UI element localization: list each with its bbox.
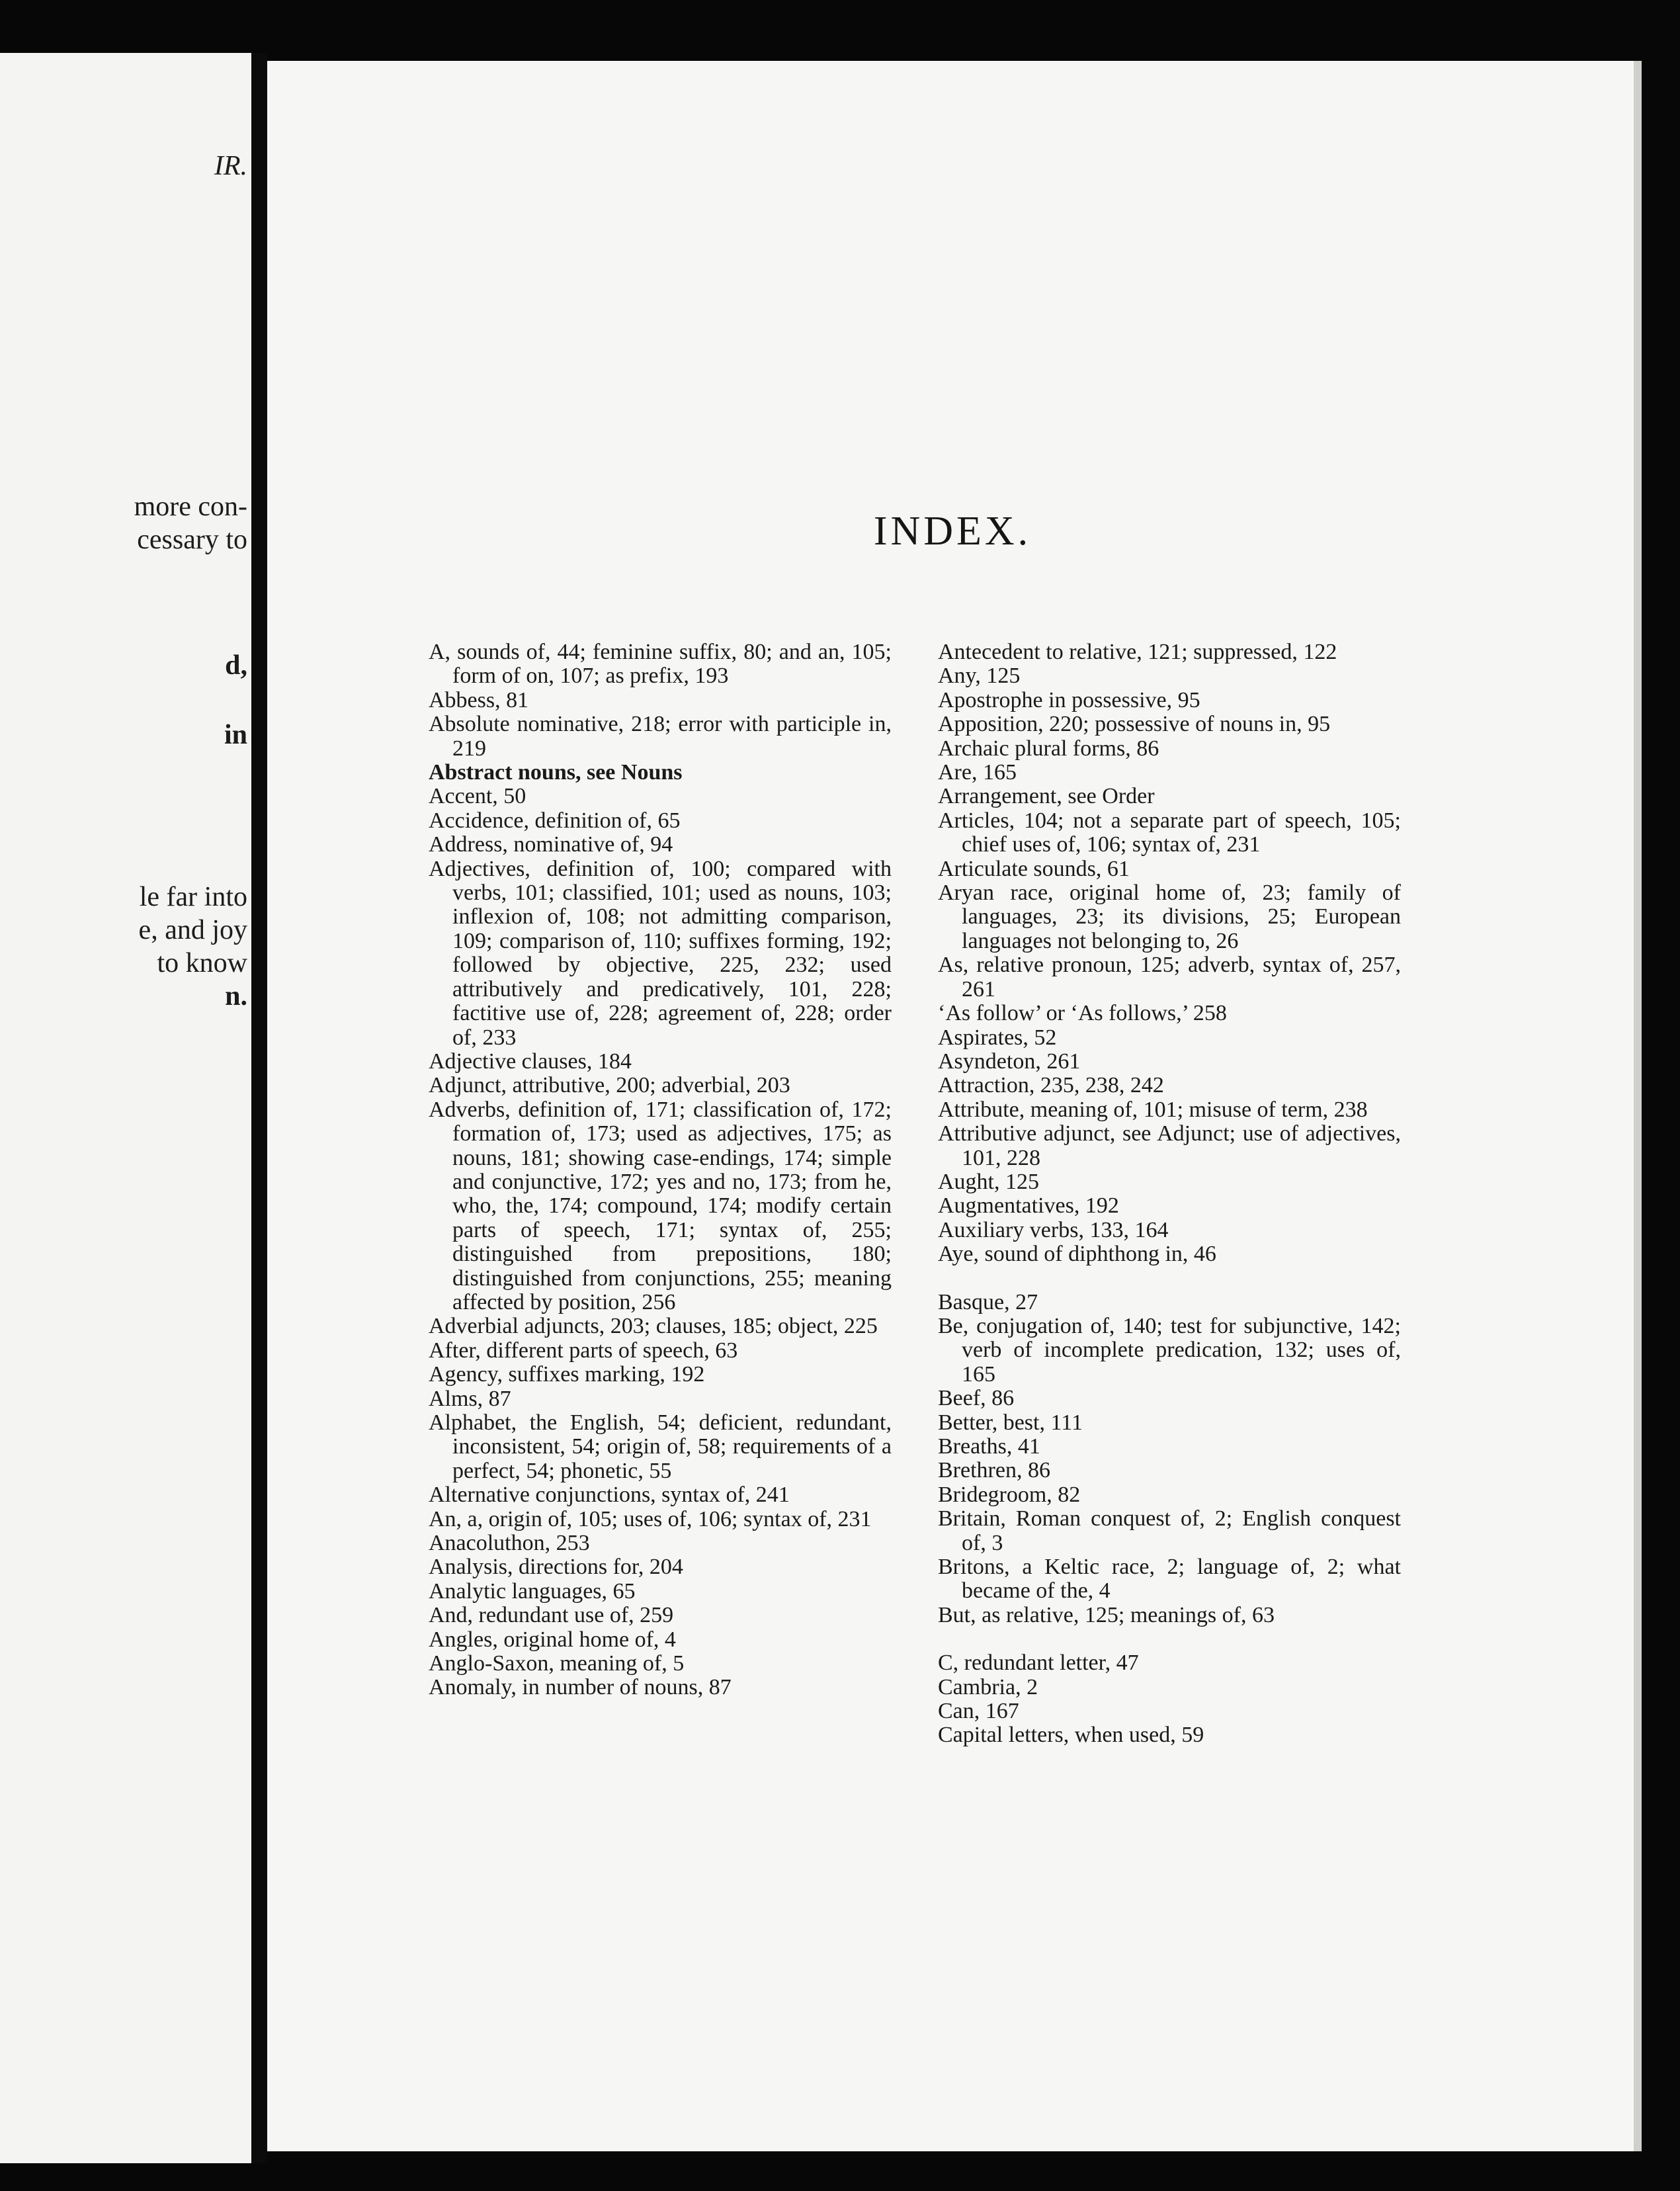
index-entry: Alternative conjunctions, syntax of, 241 xyxy=(429,1482,790,1508)
index-entry: Analysis, directions for, 204 xyxy=(429,1555,683,1580)
index-entry: Aught, 125 xyxy=(938,1169,1039,1194)
index-entry: Arrangement, see Order xyxy=(938,784,1155,809)
index-entry: Are, 165 xyxy=(938,760,1017,785)
left-page-fragment: more con- xyxy=(134,492,247,522)
facing-page-left xyxy=(0,53,251,2163)
index-entry: Adjective clauses, 184 xyxy=(429,1049,632,1074)
index-entry: Adverbial adjuncts, 203; clauses, 185; object, 225 xyxy=(429,1314,878,1339)
index-entry: Accidence, definition of, 65 xyxy=(429,808,681,833)
index-column-right xyxy=(938,640,1401,1748)
index-entry: Abstract nouns, see Nouns xyxy=(429,760,683,785)
index-entry: Auxiliary verbs, 133, 164 xyxy=(938,1217,1169,1242)
index-entry: After, different parts of speech, 63 xyxy=(429,1338,738,1363)
page-edge xyxy=(1634,61,1642,2151)
index-entry: Can, 167 xyxy=(938,1699,1019,1724)
left-page-fragment: in xyxy=(224,720,247,750)
index-entry: Better, best, 111 xyxy=(938,1410,1083,1435)
index-entry: Breaths, 41 xyxy=(938,1434,1040,1459)
index-entry: Archaic plural forms, 86 xyxy=(938,736,1159,761)
index-entry: Asyndeton, 261 xyxy=(938,1049,1081,1074)
index-entry: Brethren, 86 xyxy=(938,1458,1050,1483)
index-entry: ‘As follow’ or ‘As follows,’ 258 xyxy=(938,1001,1227,1026)
index-entry: An, a, origin of, 105; uses of, 106; syntax of, 231 xyxy=(429,1506,872,1531)
index-page xyxy=(267,61,1634,2151)
index-entry: Adverbs, definition of, 171; classification of, 172; formation of, 173; used as adjectives, 175; as nouns, 181; showing case-endings, 174; simple and conjunctive, 172; yes and no, 173; from he, who, the, 174; compound, 174; modify certain parts of speech, 171; syntax of, 255; distinguished from prepositions, 180; distinguished from conjunctions, 255; meaning affected by position, 256 xyxy=(429,1097,892,1314)
index-column-left xyxy=(429,640,892,1700)
index-entry: Agency, suffixes marking, 192 xyxy=(429,1362,705,1387)
index-entry: Britons, a Keltic race, 2; language of, 2; what became of the, 4 xyxy=(938,1555,1401,1604)
index-entry: C, redundant letter, 47 xyxy=(938,1651,1139,1676)
index-entry: Articles, 104; not a separate part of speech, 105; chief uses of, 106; syntax of, 231 xyxy=(938,808,1401,857)
left-page-fragment: to know xyxy=(157,948,247,978)
index-entry: Alphabet, the English, 54; deficient, redundant, inconsistent, 54; origin of, 58; requirements of a perfect, 54; phonetic, 55 xyxy=(429,1410,892,1483)
left-page-fragment: cessary to xyxy=(137,525,247,555)
index-entry: Absolute nominative, 218; error with participle in, 219 xyxy=(429,712,892,761)
index-entry: Attraction, 235, 238, 242 xyxy=(938,1073,1164,1098)
index-entry: Aye, sound of diphthong in, 46 xyxy=(938,1242,1216,1267)
index-entry: Augmentatives, 192 xyxy=(938,1193,1119,1219)
index-entry: Anacoluthon, 253 xyxy=(429,1531,590,1556)
index-entry: Angles, original home of, 4 xyxy=(429,1627,676,1652)
index-entry: Adjectives, definition of, 100; compared with verbs, 101; classified, 101; used as nouns, 103; inflexion of, 108; not admitting comparison, 109; comparison of, 110; suffixes forming, 192; followed by objective, 225, 232; used attributively and predicatively, 101, 228; factitive use of, 228; agreement of, 228; order of, 233 xyxy=(429,856,892,1050)
index-entry: Cambria, 2 xyxy=(938,1674,1038,1699)
index-entry: A, sounds of, 44; feminine suffix, 80; and an, 105; form of on, 107; as prefix, 193 xyxy=(429,640,892,689)
index-entry: As, relative pronoun, 125; adverb, syntax of, 257, 261 xyxy=(938,953,1401,1002)
index-entry: Antecedent to relative, 121; suppressed, 122 xyxy=(938,640,1337,664)
index-entry: Capital letters, when used, 59 xyxy=(938,1723,1204,1748)
index-entry: Apposition, 220; possessive of nouns in, 95 xyxy=(938,712,1331,737)
index-entry: Address, nominative of, 94 xyxy=(429,832,673,857)
index-entry: Beef, 86 xyxy=(938,1386,1015,1411)
page-title: INDEX. xyxy=(873,509,1032,554)
index-entry: Anomaly, in number of nouns, 87 xyxy=(429,1675,732,1700)
index-entry: Anglo-Saxon, meaning of, 5 xyxy=(429,1651,685,1676)
left-page-fragment: e, and joy xyxy=(138,915,247,945)
index-entry: Analytic languages, 65 xyxy=(429,1578,636,1604)
index-entry: Adjunct, attributive, 200; adverbial, 203 xyxy=(429,1073,790,1098)
index-entry: Any, 125 xyxy=(938,664,1021,689)
index-entry: Aspirates, 52 xyxy=(938,1025,1057,1050)
index-entry: Basque, 27 xyxy=(938,1289,1038,1314)
book-gutter xyxy=(251,53,267,2163)
left-page-fragment: IR. xyxy=(214,151,247,181)
index-entry: Attribute, meaning of, 101; misuse of term, 238 xyxy=(938,1097,1368,1122)
left-page-fragment: le far into xyxy=(139,882,247,912)
index-entry: And, redundant use of, 259 xyxy=(429,1603,674,1628)
index-entry: Alms, 87 xyxy=(429,1386,511,1411)
index-entry: Accent, 50 xyxy=(429,784,526,809)
index-entry: Apostrophe in possessive, 95 xyxy=(938,687,1200,712)
left-page-fragment: n. xyxy=(225,981,247,1011)
index-entry: But, as relative, 125; meanings of, 63 xyxy=(938,1602,1275,1627)
index-entry: Attributive adjunct, see Adjunct; use of adjectives, 101, 228 xyxy=(938,1121,1401,1170)
left-page-fragment: d, xyxy=(225,650,247,681)
index-entry: Aryan race, original home of, 23; family of languages, 23; its divisions, 25; European languages not belonging to, 26 xyxy=(938,881,1401,953)
index-entry: Britain, Roman conquest of, 2; English conquest of, 3 xyxy=(938,1506,1401,1555)
index-entry: Articulate sounds, 61 xyxy=(938,856,1130,881)
index-entry: Abbess, 81 xyxy=(429,687,529,712)
index-entry: Be, conjugation of, 140; test for subjunctive, 142; verb of incomplete predication, 132; uses of, 165 xyxy=(938,1313,1401,1387)
index-entry: Bridegroom, 82 xyxy=(938,1482,1081,1507)
